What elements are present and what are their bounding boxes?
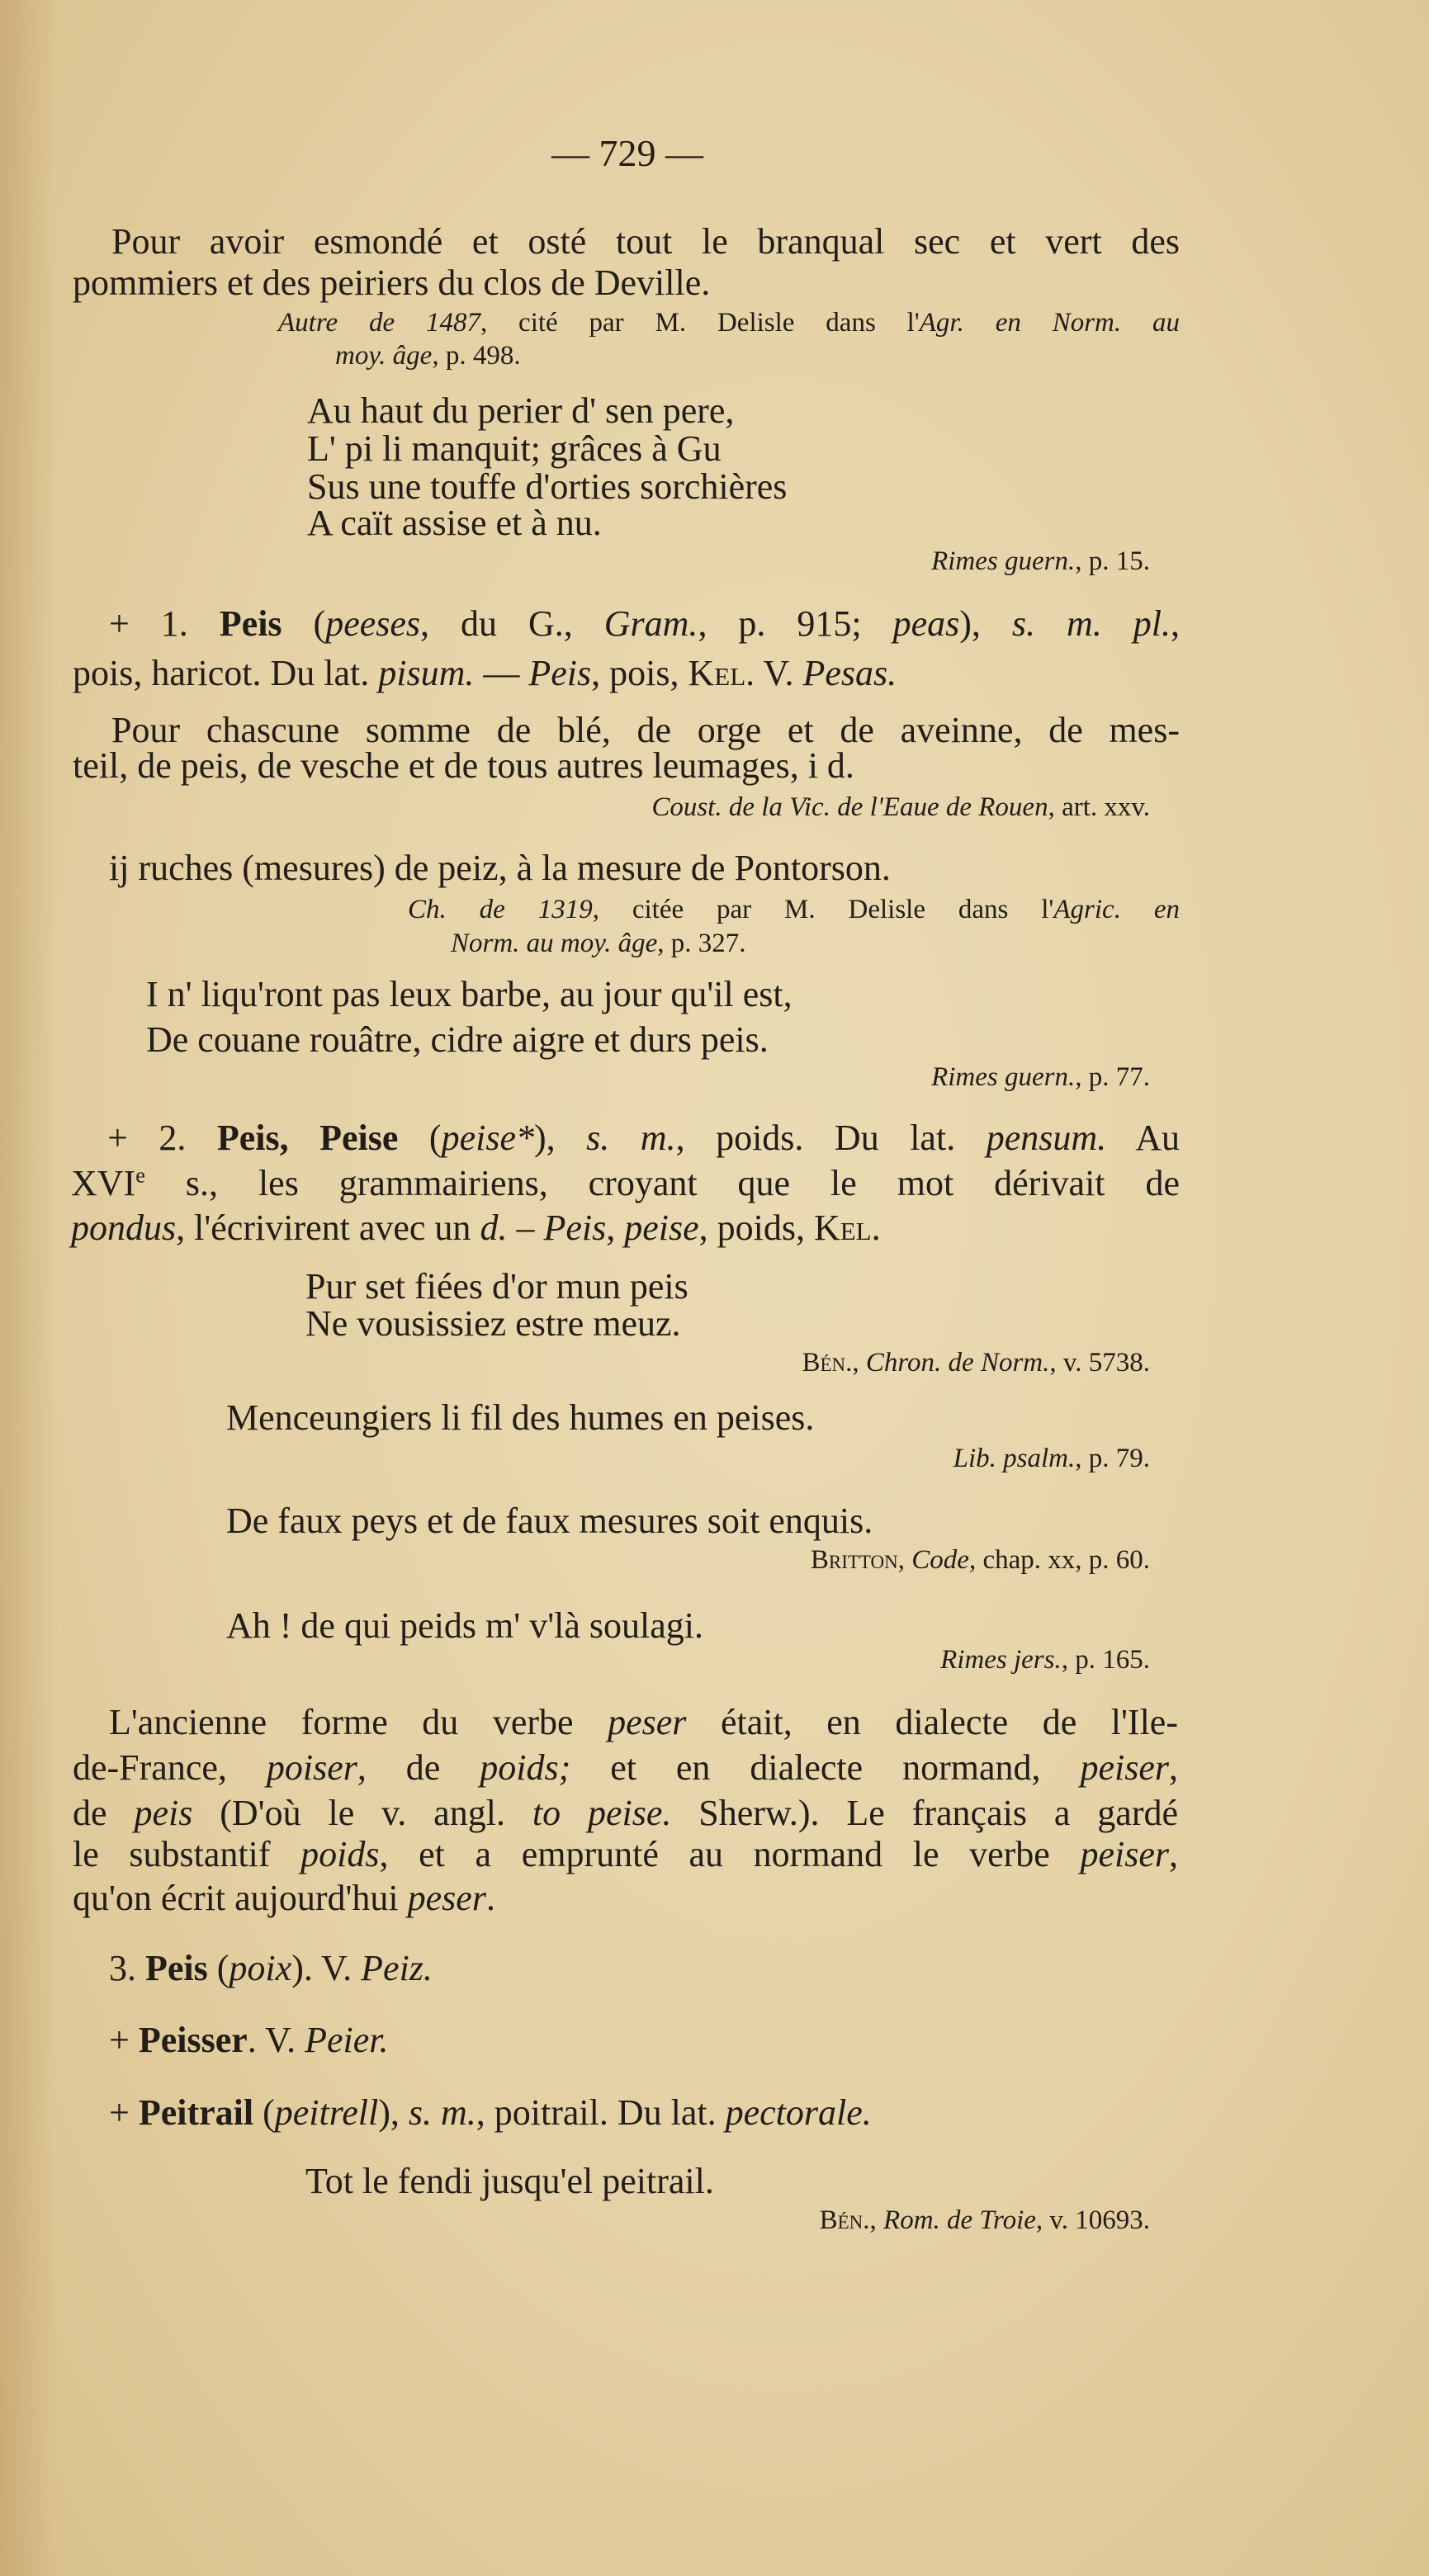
text-run: 3. [109,1948,145,1988]
body-line [73,1832,1178,1878]
text-run: + 2. [107,1118,217,1158]
text-run: Menceungiers li fil des humes en peises. [226,1397,815,1438]
author-abbrev: Bén. [802,1348,853,1378]
italic-text: peiser [1080,1747,1169,1788]
citation-line [278,305,1180,341]
verse-line [305,1301,681,1347]
italic-text: poiser [266,1747,357,1788]
body-line [73,260,710,306]
headword: Peitrail [138,2092,254,2133]
italic-text: Norm. au moy. âge [451,929,658,958]
text-run: + 1. [109,603,220,644]
headword: Peis [145,1948,208,1988]
italic-text: Autre de 1487 [278,308,480,338]
text-run: A caït assise et à nu. [307,503,602,543]
text-run: , poids. Du lat. [675,1118,987,1158]
italic-text: pisum. [378,653,475,693]
verse-line [146,971,793,1018]
body-line [73,1745,1178,1791]
entry-heading [109,601,1180,647]
italic-text: peise [624,1208,699,1248]
text-run: de-France, [73,1747,267,1788]
text-run: ), [378,2092,409,2133]
text-run: , pois, [591,653,688,693]
italic-text: peser [608,1702,687,1742]
text-run: pois, haricot. Du lat. [73,653,379,693]
verse-line [305,2158,714,2205]
entry-heading [107,1115,1180,1161]
text-run: , p. 915; [698,603,893,644]
headword: Peis [219,603,282,644]
headword: Peisser [138,2020,248,2060]
text-run: teil, de peis, de vesche et de tous autres leumages, i d. [73,745,854,786]
italic-text: to peise. [532,1793,672,1833]
italic-text: Ch. de 1319 [408,895,593,924]
text-run: XVI [71,1163,136,1203]
citation-line [335,338,521,374]
italic-text: s. m. [586,1118,676,1158]
text-run: , [852,1348,866,1378]
text-run: ( [207,1948,229,1988]
citation-line [408,891,1180,928]
italic-text: Rom. de Troie [883,2205,1036,2235]
text-run: Au [1106,1118,1180,1158]
text-run: qu'on écrit aujourd'hui [73,1878,408,1918]
text-run: . [485,1878,495,1918]
author-abbrev: Kel. [813,1208,881,1248]
italic-text: Lib. psalm. [953,1444,1076,1473]
text-run: de [73,1793,135,1833]
text-run: , [606,1208,625,1248]
citation-line [0,789,1150,825]
text-run: , poitrail. Du lat. [476,2092,726,2133]
italic-text: poix [229,1948,292,1988]
text-run: , [1169,1834,1178,1874]
italic-text: Peis [528,653,592,693]
author-abbrev: Kel. [688,653,755,693]
body-line [73,1875,495,1921]
italic-text: Code [911,1545,969,1575]
entry-heading [109,2017,388,2063]
text-run: – [507,1208,544,1248]
verse-line [307,500,602,546]
author-abbrev: Bén. [819,2205,870,2235]
text-run: , du G., [420,603,604,644]
italic-text: s. m. pl. [1011,603,1171,644]
citation-line [0,1642,1150,1678]
text-run: , l'écrivirent avec un [176,1208,480,1248]
italic-text: Coust. de la Vic. de l'Eaue de Rouen [651,792,1048,822]
citation-line [451,925,746,962]
italic-text: peiser [1080,1834,1169,1874]
text-run: ), [533,1118,587,1158]
verse-line [226,1498,873,1544]
text-run: (D'où le v. angl. [192,1793,532,1833]
text-run: , [1171,603,1180,644]
italic-text: Peier. [305,2020,389,2060]
italic-text: peas [892,603,960,644]
italic-text: Rimes guern. [931,1062,1076,1092]
text-run: , [1169,1747,1178,1788]
text-run: , art. xxv. [1048,792,1150,822]
text-run: et en dialecte normand, [570,1747,1081,1788]
body-line [73,650,897,697]
body-line [109,1699,1178,1746]
text-run: Sus une touffe d'orties sorchières [307,466,788,507]
text-run: , v. 10693. [1035,2205,1150,2235]
text-run: , p. 79. [1075,1444,1150,1473]
text-run: s., les grammairiens, croyant que le mot dérivait de [144,1163,1180,1203]
text-run: , p. 327. [657,929,746,958]
text-run: , chap. xx, p. 60. [968,1545,1150,1575]
body-line [71,1160,1180,1207]
italic-text: Gram. [603,603,698,644]
italic-text: peser [407,1878,486,1918]
italic-text: pectorale. [725,2092,872,2133]
text-run: Ah ! de qui peids m' v'là soulagi. [226,1605,703,1646]
text-run: ( [282,603,326,644]
text-run: Sherw.). Le français a gardé [671,1793,1179,1833]
citation-line [0,2202,1150,2238]
italic-text: peis [134,1793,193,1833]
italic-text: peise* [441,1118,534,1158]
text-run: . V. [247,2020,305,2060]
text-run: , poids, [698,1208,814,1248]
text-run: e [135,1162,145,1188]
text-run: V. [755,653,803,693]
italic-text: poids; [480,1747,571,1788]
italic-text: Rimes jers. [940,1645,1062,1675]
citation-line [0,1345,1150,1381]
italic-text: Chron. de Norm. [865,1348,1050,1378]
text-run: , [897,1545,912,1575]
italic-text: moy. âge [335,341,433,371]
entry-heading [109,1945,433,1992]
entry-heading [109,2090,872,2136]
text-run: — [474,653,529,693]
italic-text: pensum. [986,1118,1107,1158]
body-line [111,219,1180,265]
text-run: ( [253,2092,275,2133]
text-run: , [869,2205,884,2235]
text-run: ), [959,603,1012,644]
headword: Peis, Peise [216,1118,399,1158]
citation-line [0,543,1150,579]
text-run: , v. 5738. [1049,1348,1150,1378]
text-run: , p. 165. [1061,1645,1150,1675]
italic-text: d. [480,1208,508,1248]
body-line [71,1205,881,1251]
citation-line [0,1542,1150,1578]
italic-text: pondus [71,1208,177,1248]
text-run: + [109,2092,139,2133]
text-run: était, en dialecte de l'Ile- [686,1702,1178,1742]
italic-text: Agric. en [1053,895,1180,924]
page-number [0,130,1255,177]
text-run: , p. 498. [432,341,521,371]
author-abbrev: Britton [810,1545,898,1575]
text-run: L' pi li manquit; grâces à Gu [307,428,722,469]
text-run: Pur set fiées d'or mun peis [305,1266,688,1307]
text-run: , cité par M. Delisle dans l' [480,308,920,338]
text-run: De faux peys et de faux mesures soit enquis. [226,1501,873,1541]
text-run: Pour chascune somme de blé, de orge et de aveinne, de mes- [111,710,1180,750]
verse-line [146,1017,769,1063]
text-run: I n' liqu'ront pas leux barbe, au jour qu'il est, [146,974,793,1014]
text-run: pommiers et des peiriers du clos de Deville. [73,262,711,303]
text-run: L'ancienne forme du verbe [109,1702,608,1742]
quote-line [73,743,854,789]
italic-text: s. m. [408,2092,476,2133]
text-run: , citée par M. Delisle dans l' [592,895,1054,924]
text-run: Au haut du perier d' sen pere, [307,390,735,431]
text-run: De couane rouâtre, cidre aigre et durs peis. [146,1019,769,1060]
italic-text: Peis [543,1208,607,1248]
text-run: Pour avoir esmondé et osté tout le branqual sec et vert des [111,221,1180,262]
text-run: + [109,2020,139,2060]
text-run: Ne vousissiez estre meuz. [305,1303,681,1344]
citation-line [0,1440,1150,1477]
quote-line [109,845,891,891]
italic-text: peitrell [274,2092,379,2133]
italic-text: Pesas. [802,653,897,693]
citation-line [0,1059,1150,1095]
text-run: , p. 77. [1075,1062,1150,1092]
text-run: , p. 15. [1075,546,1150,576]
italic-text: Peiz. [361,1948,433,1988]
italic-text: peeses [325,603,421,644]
text-run: , et a emprunté au normand le verbe [379,1834,1081,1874]
verse-line [226,1395,814,1441]
text-run: , de [357,1747,480,1788]
text-run: le substantif [73,1834,301,1874]
italic-text: Rimes guern. [931,546,1076,576]
italic-text: poids [300,1834,380,1874]
text-run: ( [398,1118,442,1158]
body-line [73,1790,1178,1836]
text-run: ). V. [291,1948,362,1988]
italic-text: Agr. en Norm. au [919,308,1180,338]
text-run: — 729 — [551,132,703,174]
text-run: Tot le fendi jusqu'el peitrail. [305,2161,714,2201]
text-run: ij ruches (mesures) de peiz, à la mesure de Pontorson. [109,848,891,888]
